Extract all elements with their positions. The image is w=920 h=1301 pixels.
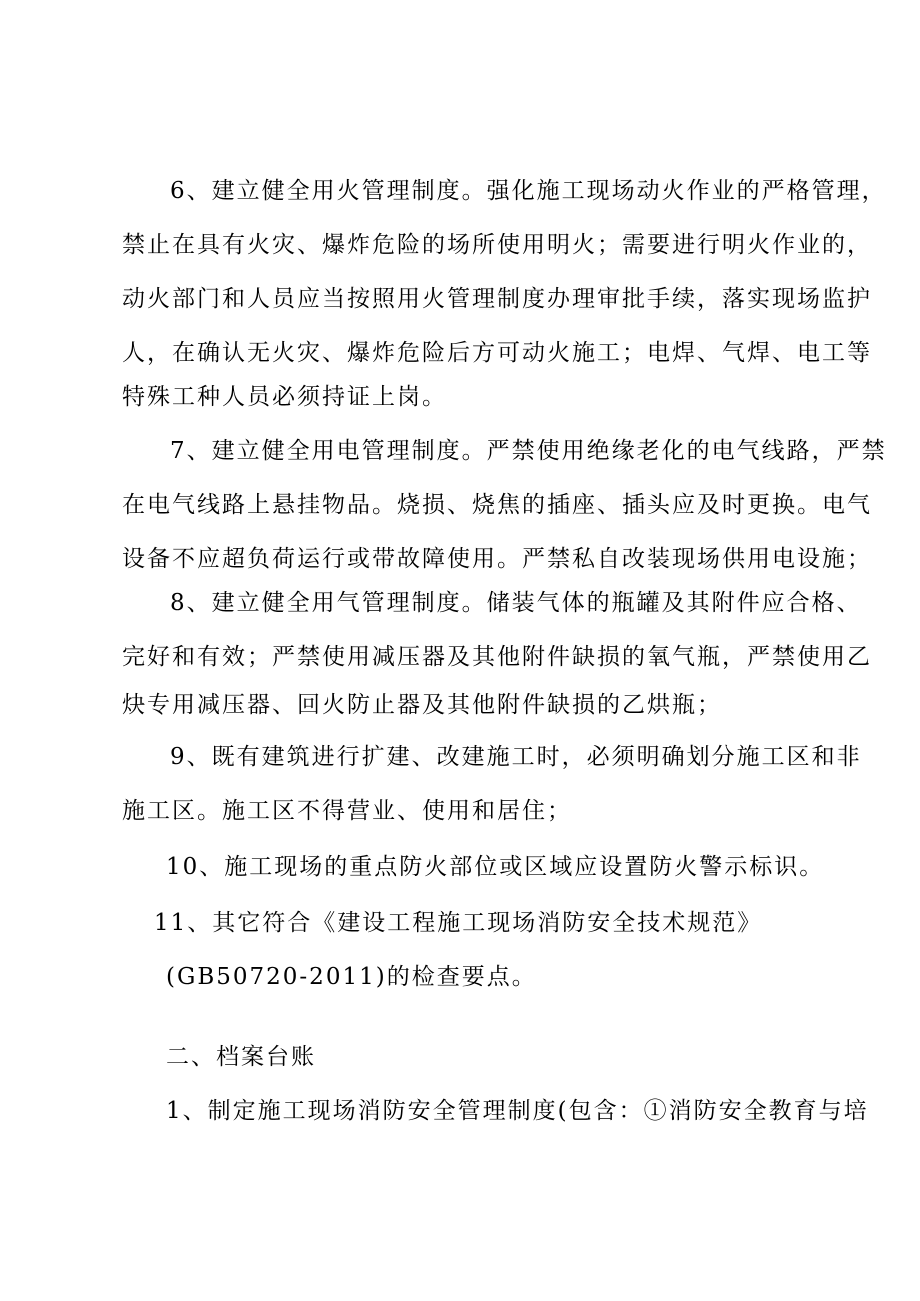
text-line-13: 施工区。施工区不得营业、使用和居住； bbox=[122, 798, 572, 824]
text-line-10: 完好和有效；严禁使用减压器及其他附件缺损的氧气瓶，严禁使用乙 bbox=[122, 644, 872, 670]
text-line-9: 8、建立健全用气管理制度。储装气体的瓶罐及其附件应合格、 bbox=[170, 590, 862, 616]
text-line-7: 在电气线路上悬挂物品。烧损、烧焦的插座、插头应及时更换。电气 bbox=[122, 492, 872, 518]
text-line-3: 动火部门和人员应当按照用火管理制度办理审批手续，落实现场监护 bbox=[122, 286, 872, 312]
text-line-18: 1、制定施工现场消防安全管理制度(包含：①消防安全教育与培 bbox=[166, 1098, 869, 1124]
text-line-2: 禁止在具有火灾、爆炸危险的场所使用明火；需要进行明火作业的， bbox=[122, 232, 872, 258]
text-line-12: 9、既有建筑进行扩建、改建施工时，必须明确划分施工区和非 bbox=[170, 744, 862, 770]
text-line-14: 10、施工现场的重点防火部位或区域应设置防火警示标识。 bbox=[166, 854, 825, 880]
text-line-6: 7、建立健全用电管理制度。严禁使用绝缘老化的电气线路，严禁 bbox=[170, 438, 887, 464]
section-heading: 二、档案台账 bbox=[166, 1044, 316, 1070]
text-line-15: 11、其它符合《建设工程施工现场消防安全技术规范》 bbox=[154, 910, 763, 936]
text-line-5: 特殊工种人员必须持证上岗。 bbox=[122, 384, 447, 410]
text-line-8: 设备不应超负荷运行或带故障使用。严禁私自改装现场供用电设施； bbox=[122, 546, 872, 572]
text-line-11: 炔专用减压器、回火防止器及其他附件缺损的乙烘瓶； bbox=[122, 692, 722, 718]
text-line-4: 人，在确认无火灾、爆炸危险后方可动火施工；电焊、气焊、电工等 bbox=[122, 340, 872, 366]
text-line-1: 6、建立健全用火管理制度。强化施工现场动火作业的严格管理， bbox=[170, 178, 887, 204]
text-line-16: (GB50720-2011)的检查要点。 bbox=[166, 964, 537, 990]
